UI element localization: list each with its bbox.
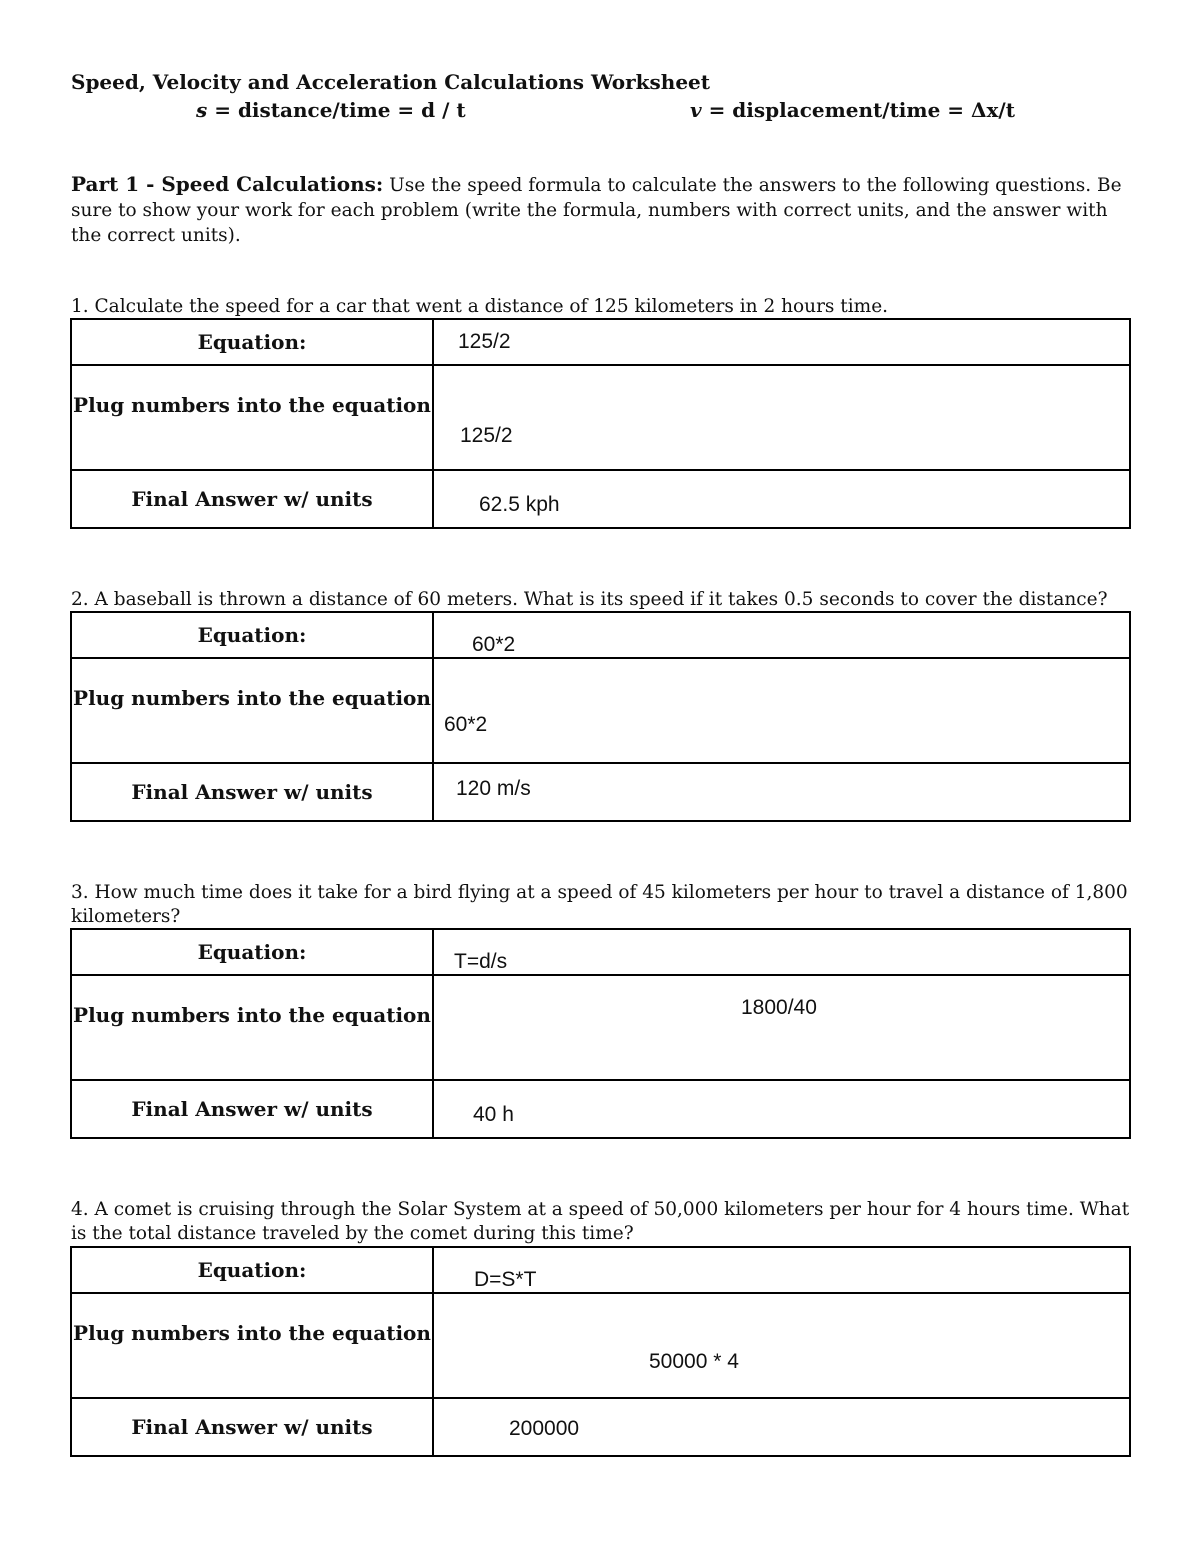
equation-answer: 60*2: [472, 633, 516, 656]
equation-answer: T=d/s: [454, 950, 508, 973]
equation-row: [71, 1247, 1130, 1293]
equation-label: Equation:: [71, 612, 433, 658]
plug-answer-cell[interactable]: [433, 975, 1130, 1080]
plug-answer: 1800/40: [741, 996, 817, 1019]
plug-row: [71, 975, 1130, 1080]
equation-answer: 125/2: [458, 330, 511, 353]
equation-answer-cell[interactable]: [433, 929, 1130, 975]
final-answer: 120 m/s: [456, 777, 531, 800]
final-row: [71, 763, 1130, 821]
final-label: Final Answer w/ units: [71, 1080, 433, 1138]
plug-row: [71, 365, 1130, 470]
question-1-text: 1. Calculate the speed for a car that went a distance of 125 kilometers in 2 hours time.: [71, 296, 889, 317]
plug-answer: 125/2: [460, 424, 513, 447]
final-answer: 62.5 kph: [479, 493, 560, 516]
equation-label: Equation:: [71, 1247, 433, 1293]
plug-row: [71, 1293, 1130, 1398]
question-4-text: 4. A comet is cruising through the Solar System at a speed of 50,000 kilometers per hour for 4 hours time. What is the total distance traveled by the comet during this time?: [71, 1199, 1130, 1244]
final-answer: 40 h: [473, 1103, 514, 1126]
final-row: [71, 1080, 1130, 1138]
part1-instructions: Use the speed formula to calculate the answers to the following questions. Be sure to show your work for each problem (write the formula, numbers with correct units, and the answer with the correct units).: [71, 175, 1122, 246]
plug-answer-cell[interactable]: [433, 1293, 1130, 1398]
question-2-text: 2. A baseball is thrown a distance of 60 meters. What is its speed if it takes 0.5 seconds to cover the distance?: [71, 589, 1108, 610]
equation-row: [71, 929, 1130, 975]
final-answer-cell[interactable]: [433, 470, 1130, 528]
final-answer: 200000: [509, 1417, 580, 1440]
final-label: Final Answer w/ units: [71, 470, 433, 528]
equation-answer: D=S*T: [474, 1268, 537, 1291]
velocity-formula: [690, 98, 1015, 122]
equation-row: [71, 612, 1130, 658]
question-2-table: [70, 611, 1131, 822]
final-label: Final Answer w/ units: [71, 763, 433, 821]
plug-answer: 60*2: [444, 713, 488, 736]
plug-label: Plug numbers into the equation: [71, 1293, 433, 1398]
final-row: [71, 470, 1130, 528]
worksheet-title: Speed, Velocity and Acceleration Calculations Worksheet: [71, 70, 711, 94]
final-row: [71, 1398, 1130, 1456]
equation-label: Equation:: [71, 319, 433, 365]
question-3-table: [70, 928, 1131, 1139]
part1-intro: [71, 172, 1131, 248]
speed-formula-text: = distance/time = d / t: [207, 98, 466, 122]
final-label: Final Answer w/ units: [71, 1398, 433, 1456]
question-1-table: [70, 318, 1131, 529]
speed-formula: [196, 98, 466, 122]
equation-label: Equation:: [71, 929, 433, 975]
part1-heading: Part 1 - Speed Calculations:: [71, 172, 384, 196]
plug-answer-cell[interactable]: [433, 365, 1130, 470]
plug-answer: 50000 * 4: [649, 1350, 739, 1373]
plug-answer-cell[interactable]: [433, 658, 1130, 763]
final-answer-cell[interactable]: [433, 1398, 1130, 1456]
equation-answer-cell[interactable]: [433, 1247, 1130, 1293]
final-answer-cell[interactable]: [433, 763, 1130, 821]
plug-label: Plug numbers into the equation: [71, 365, 433, 470]
equation-row: [71, 319, 1130, 365]
equation-answer-cell[interactable]: [433, 612, 1130, 658]
question-4-table: [70, 1246, 1131, 1457]
plug-label: Plug numbers into the equation: [71, 658, 433, 763]
equation-answer-cell[interactable]: [433, 319, 1130, 365]
final-answer-cell[interactable]: [433, 1080, 1130, 1138]
plug-row: [71, 658, 1130, 763]
speed-formula-variable: s: [196, 98, 208, 122]
plug-label: Plug numbers into the equation: [71, 975, 433, 1080]
velocity-formula-text: = displacement/time = Δx/t: [701, 98, 1015, 122]
question-3-text: 3. How much time does it take for a bird flying at a speed of 45 kilometers per hour to travel a distance of 1,800 kilometers?: [71, 882, 1128, 927]
velocity-formula-variable: v: [690, 98, 702, 122]
